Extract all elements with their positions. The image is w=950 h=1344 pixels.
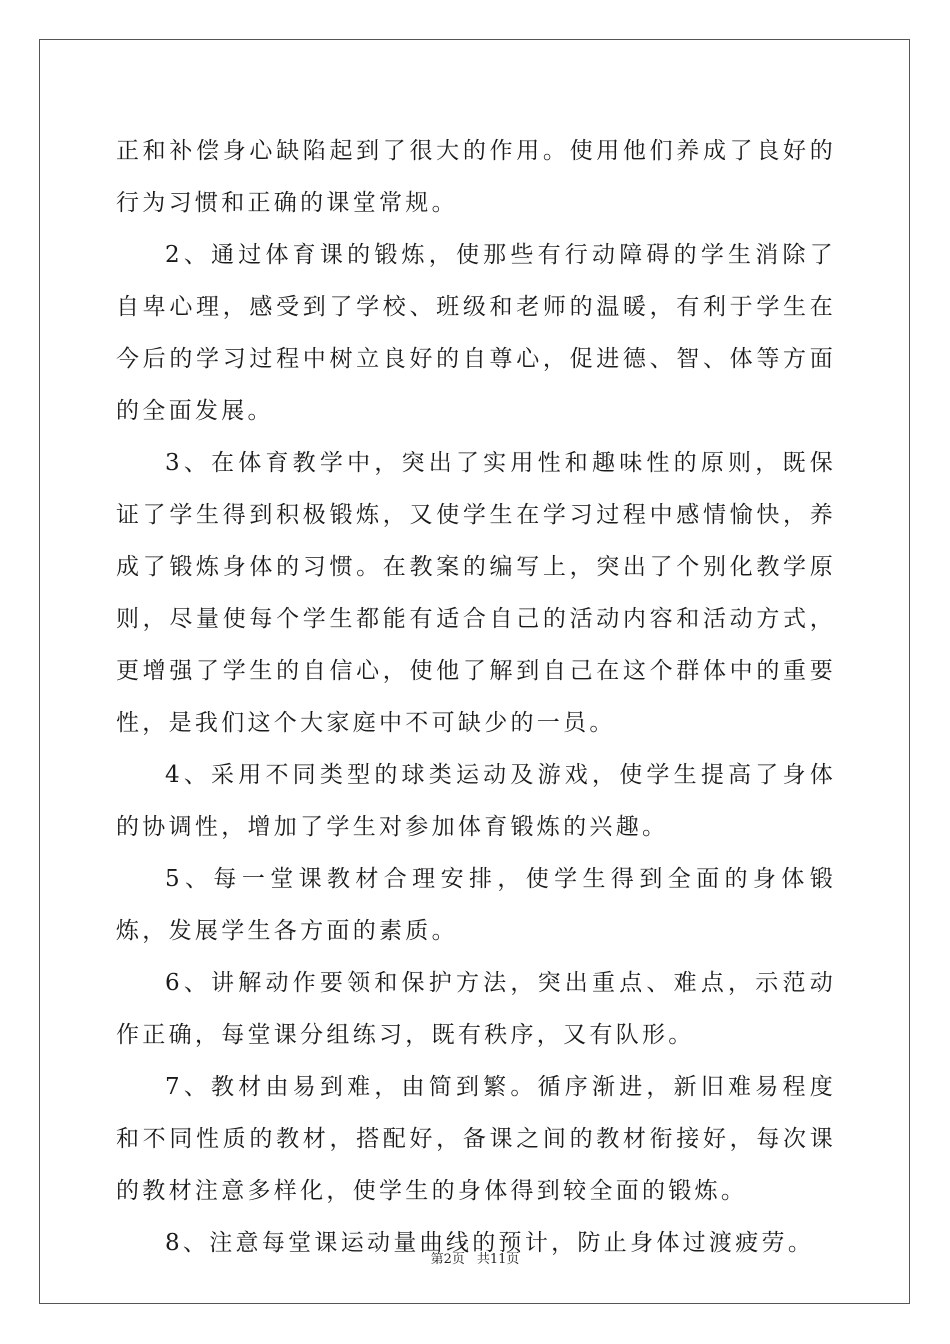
paragraph-2: 2、通过体育课的锻炼，使那些有行动障碍的学生消除了自卑心理，感受到了学校、班级和老师的温暖，有利于学生在今后的学习过程中树立良好的自尊心，促进德、智、体等方面的全面发展。 [116,242,836,424]
paragraph-6: 6、讲解动作要领和保护方法，突出重点、难点，示范动作正确，每堂课分组练习，既有秩序，又有队形。 [116,970,836,1048]
page-footer [0,1248,950,1267]
page-number: 第2页 [430,1252,465,1267]
paragraph-1: 正和补偿身心缺陷起到了很大的作用。使用他们养成了良好的行为习惯和正确的课堂常规。 [116,138,836,216]
paragraph-3: 3、在体育教学中，突出了实用性和趣味性的原则，既保证了学生得到积极锻炼，又使学生在学习过程中感情愉快，养成了锻炼身体的习惯。在教案的编写上，突出了个别化教学原则，尽量使每个学生都能有适合自己的活动内容和活动方式，更增强了学生的自信心，使他了解到自己在这个群体中的重要性，是我们这个大家庭中不可缺少的一员。 [116,450,836,736]
document-body [116,125,836,1269]
paragraph-8: 8、注意每堂课运动量曲线的预计，防止身体过渡疲劳。 [165,1230,815,1256]
paragraph-4: 4、采用不同类型的球类运动及游戏，使学生提高了身体的协调性，增加了学生对参加体育锻炼的兴趣。 [116,762,836,840]
paragraph-7: 7、教材由易到难，由简到繁。循序渐进，新旧难易程度和不同性质的教材，搭配好，备课之间的教材衔接好，每次课的教材注意多样化，使学生的身体得到较全面的锻炼。 [116,1074,836,1204]
paragraph-5: 5、每一堂课教材合理安排，使学生得到全面的身体锻炼，发展学生各方面的素质。 [116,866,836,944]
page-total: 共11页 [476,1252,520,1267]
